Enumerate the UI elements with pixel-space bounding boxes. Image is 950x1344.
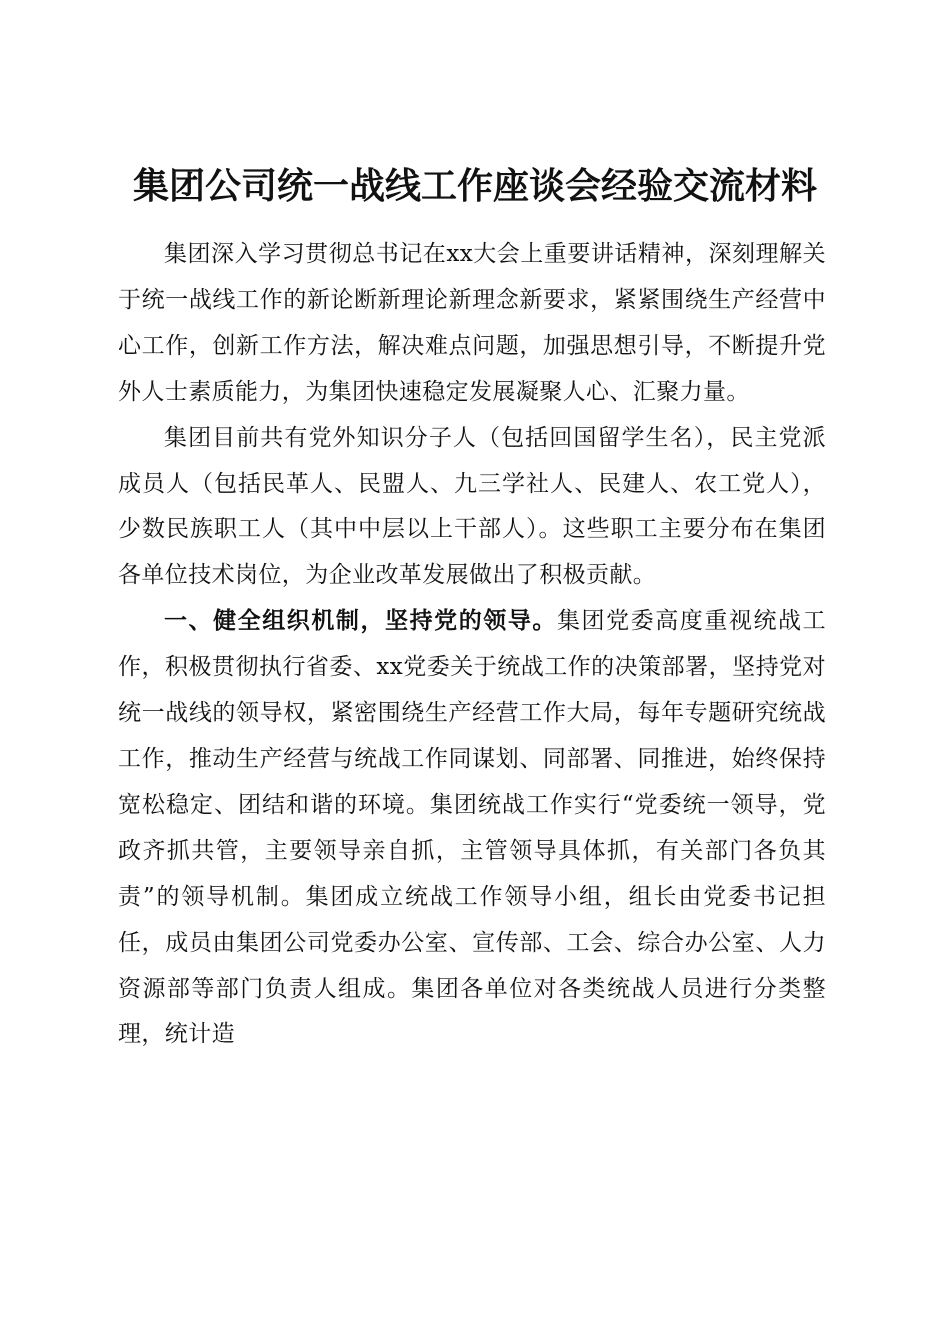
- paragraph-section-one: [118, 599, 826, 1058]
- paragraph-text: 集团党委高度重视统战工作，积极贯彻执行省委、xx党委关于统战工作的决策部署，坚持党对统一战线的领导权，紧密围绕生产经营工作大局，每年专题研究统战工作，推动生产经营与统战工作同谋划、同部署、同推进，始终保持宽松稳定、团结和谐的环境。集团统战工作实行“党委统一领导，党政齐抓共管，主要领导亲自抓，主管领导具体抓，有关部门各负其责”的领导机制。集团成立统战工作领导小组，组长由党委书记担任，成员由集团公司党委办公室、宣传部、工会、综合办公室、人力资源部等部门负责人组成。集团各单位对各类统战人员进行分类整理，统计造: [118, 608, 826, 1048]
- paragraph-text: 集团目前共有党外知识分子人（包括回国留学生名），民主党派成员人（包括民革人、民盟人、九三学社人、民建人、农工党人），少数民族职工人（其中中层以上干部人）。这些职工主要分布在集团各单位技术岗位，为企业改革发展做出了积极贡献。: [118, 424, 826, 589]
- section-heading: 一、健全组织机制，坚持党的领导。: [164, 608, 557, 635]
- paragraph-intro: [118, 232, 826, 416]
- document-body: [118, 232, 826, 1058]
- paragraph-text: 集团深入学习贯彻总书记在xx大会上重要讲话精神，深刻理解关于统一战线工作的新论断新理论新理念新要求，紧紧围绕生产经营中心工作，创新工作方法，解决难点问题，加强思想引导，不断提升党外人士素质能力，为集团快速稳定发展凝聚人心、汇聚力量。: [118, 241, 826, 405]
- document-title: 集团公司统一战线工作座谈会经验交流材料: [132, 166, 817, 208]
- paragraph-statistics: [118, 416, 826, 600]
